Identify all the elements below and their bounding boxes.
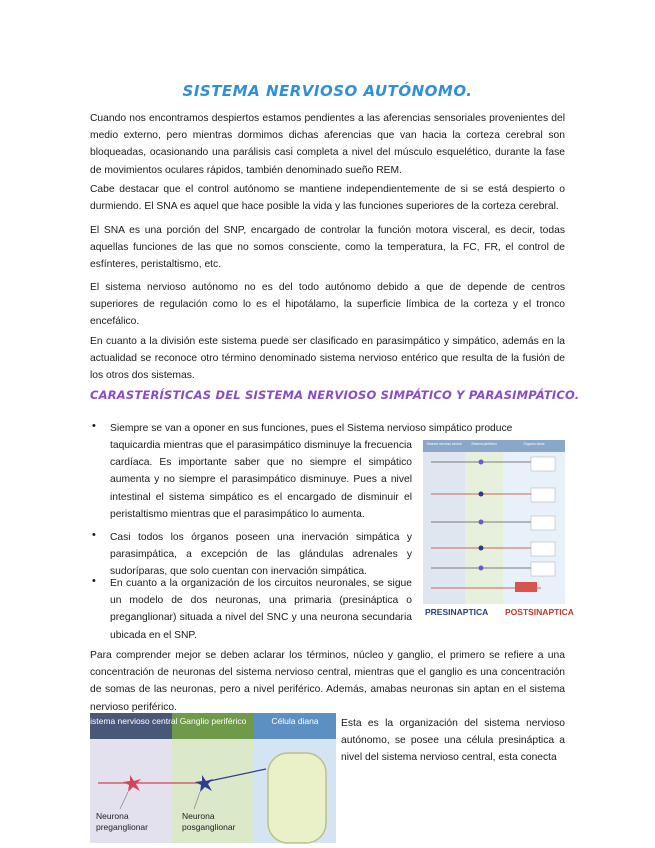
- bullet-2: Casi todos los órganos poseen una inervación simpática y parasimpática, a excepción de las glándulas adrenales y sudoríparas, que solo cuentan con inervación simpática.: [110, 532, 412, 578]
- label-preganglionar: Neurona preganglionar: [96, 811, 148, 832]
- neuron-pathway-figure: [84, 713, 336, 843]
- paragraph-nucleo-ganglio: Para comprender mejor se deben aclarar los términos, núcleo y ganglio, el primero se refiere a una concentración de neuronas del sistema nervioso central, mientras que el ganglio es una concentración de somas de las neuronas, pero a nivel periférico. Además, amabas neuronas sin aptan en el sistema nervioso periférico.: [90, 650, 565, 713]
- page-title: SISTEMA NERVIOSO AUTÓNOMO.: [182, 82, 473, 100]
- paragraph-regulacion: El sistema nervioso autónomo no es del todo autónomo debido a que de depende de centros superiores de regulación como lo es el hipotálamo, la superficie límbica de la corteza y el tronco encefálico.: [90, 282, 565, 328]
- label-posganglionar: Neurona posganglionar: [182, 811, 236, 832]
- caption-presinaptica: PRESINAPTICA: [425, 607, 489, 617]
- sna-organization-figure: [423, 440, 574, 624]
- fig2-col3-label: Célula diana: [271, 716, 319, 726]
- fig2-col2-label: Ganglio periférico: [179, 716, 247, 726]
- bullet-dot: •: [92, 420, 96, 432]
- fig1-col3-label: Órganos diana: [523, 442, 545, 446]
- bullet-1-first-line: Siempre se van a oponer en sus funciones, pues el Sistema nervioso simpático produce: [110, 423, 513, 434]
- bullet-1-rest: taquicardia mientras que el parasimpático disminuye la frecuencia cardíaca. Es importante saber que no siempre el simpático aumenta y no siempre el parasimpático disminuye. Pues a nivel intestinal el sistema simpático es el encargado de disminuir el peristaltismo mientras que el parasimpático lo aumenta.: [110, 440, 412, 520]
- paragraph-division: En cuanto a la división este sistema puede ser clasificado en parasimpático y simpático, además en la actualidad se reconoce otro término denominado sistema nervioso entérico que resulta de la fusión de los otros dos sistemas.: [90, 336, 565, 382]
- bullet-3: En cuanto a la organización de los circuitos neuronales, se sigue un modelo de dos neuronas, una primaria (presináptica o preganglionar) situada a nivel del SNC y una neurona secundaria ubicada en el SNP.: [110, 578, 412, 641]
- bullet-dot: •: [92, 529, 96, 541]
- paragraph-control-autonomo: Cabe destacar que el control autónomo se mantiene independientemente de si se está despierto o durmiendo. El SNA es aquel que hace posible la vida y las funciones superiores de la corteza cerebral.: [90, 184, 565, 213]
- fig2-col1-label: Sistema nervioso central: [84, 716, 178, 726]
- fig1-col2-label: Sistema periférico: [471, 442, 497, 446]
- paragraph-sna-porcion: El SNA es una porción del SNP, encargado de controlar la función motora visceral, es decir, todas aquellas funciones de las que no somos consciente, como la temperatura, la FC, FR, el control de esfínteres, peristaltismo, etc.: [90, 225, 565, 271]
- caption-postsinaptica: POSTSINAPTICA: [505, 607, 574, 617]
- section-subtitle: CARASTERÍSTICAS DEL SISTEMA NERVIOSO SIMPÁTICO Y PARASIMPÁTICO.: [90, 388, 580, 402]
- paragraph-organizacion: Esta es la organización del sistema nervioso autónomo, se posee una célula presináptica a nivel del sistema nervioso central, esta conecta: [341, 718, 565, 764]
- bullet-dot: •: [92, 575, 96, 587]
- fig1-col1-label: Sistema nervioso central: [426, 442, 462, 446]
- paragraph-sueno: Cuando nos encontramos despiertos estamos pendientes a las aferencias sensoriales provenientes del medio externo, pero mientras dormimos dichas aferencias que van hacia la corteza cerebral son bloqueadas, ocasionando una parálisis casi completa a nivel del músculo esquelético, durante la fase de movimientos oculares rápidos, también denominado sueño REM.: [90, 113, 565, 176]
